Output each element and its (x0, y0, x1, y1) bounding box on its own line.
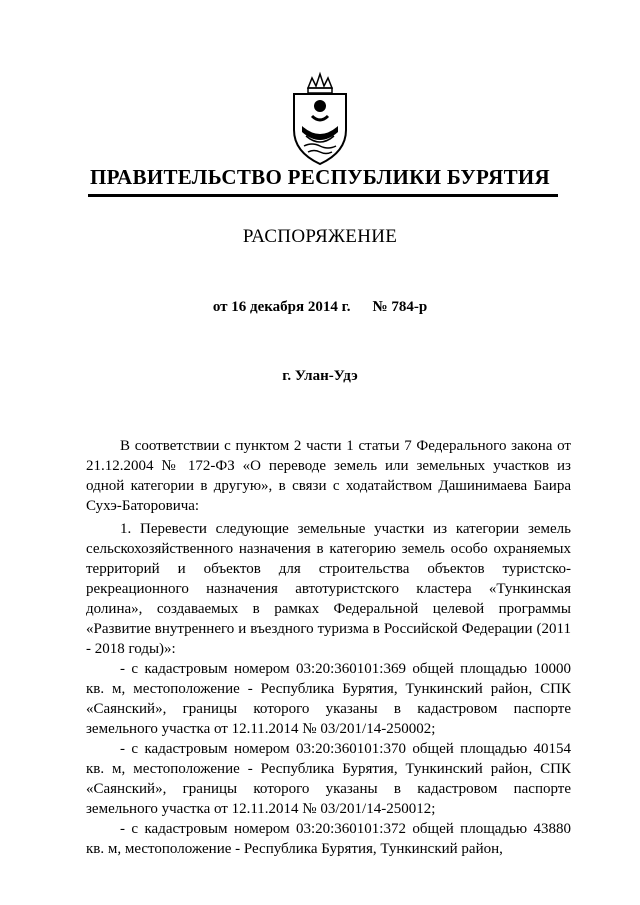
date-line (0, 299, 640, 316)
clause-1-item-1: - с кадастровым номером 03:20:360101:369 общей площадью 10000 кв. м, местоположение - Республика Бурятия, Тункинский район, СПК «Саянский», границы которого указаны в кадастровом паспорте земельного участка от 12.11.2014 № 03/201/14-250002; (86, 661, 571, 737)
intro-text: В соответствии с пунктом 2 части 1 статьи 7 Федерального закона от 21.12.2004 № 172-ФЗ «О переводе земель или земельных участков из одной категории в другую», в связи с ходатайством Дашинимаева Баира Сухэ-Баторовича: (86, 438, 571, 514)
government-title: ПРАВИТЕЛЬСТВО РЕСПУБЛИКИ БУРЯТИЯ (89, 165, 550, 189)
clause-1-item-3: - с кадастровым номером 03:20:360101:372 общей площадью 43880 кв. м, местоположение - Республика Бурятия, Тункинский район, (86, 821, 571, 857)
coat-of-arms-emblem (288, 70, 352, 170)
clause-1-item-2: - с кадастровым номером 03:20:360101:370 общей площадью 40154 кв. м, местоположение - Республика Бурятия, Тункинский район, СПК «Саянский», границы которого указаны в кадастровом паспорте земельного участка от 12.11.2014 № 03/201/14-250012; (86, 741, 571, 817)
document-number: № 784-р (372, 299, 428, 315)
document-type: РАСПОРЯЖЕНИЕ (242, 226, 398, 247)
clauses (86, 519, 571, 859)
document-date: от 16 декабря 2014 г. (212, 299, 351, 315)
city: г. Улан-Удэ (282, 368, 358, 384)
header-divider (88, 194, 558, 197)
intro-paragraph (86, 436, 571, 516)
clause-1: 1. Перевести следующие земельные участки из категории земель сельскохозяйственного назначения в категорию земель особо охраняемых территорий и объектов для строительства объектов туристско-рекреационного назначения автотуристского кластера «Тункинская долина», создаваемых в рамках Федеральной целевой программы «Развитие внутреннего и въездного туризма в Российской Федерации (2011 - 2018 годы)»: (86, 521, 571, 657)
